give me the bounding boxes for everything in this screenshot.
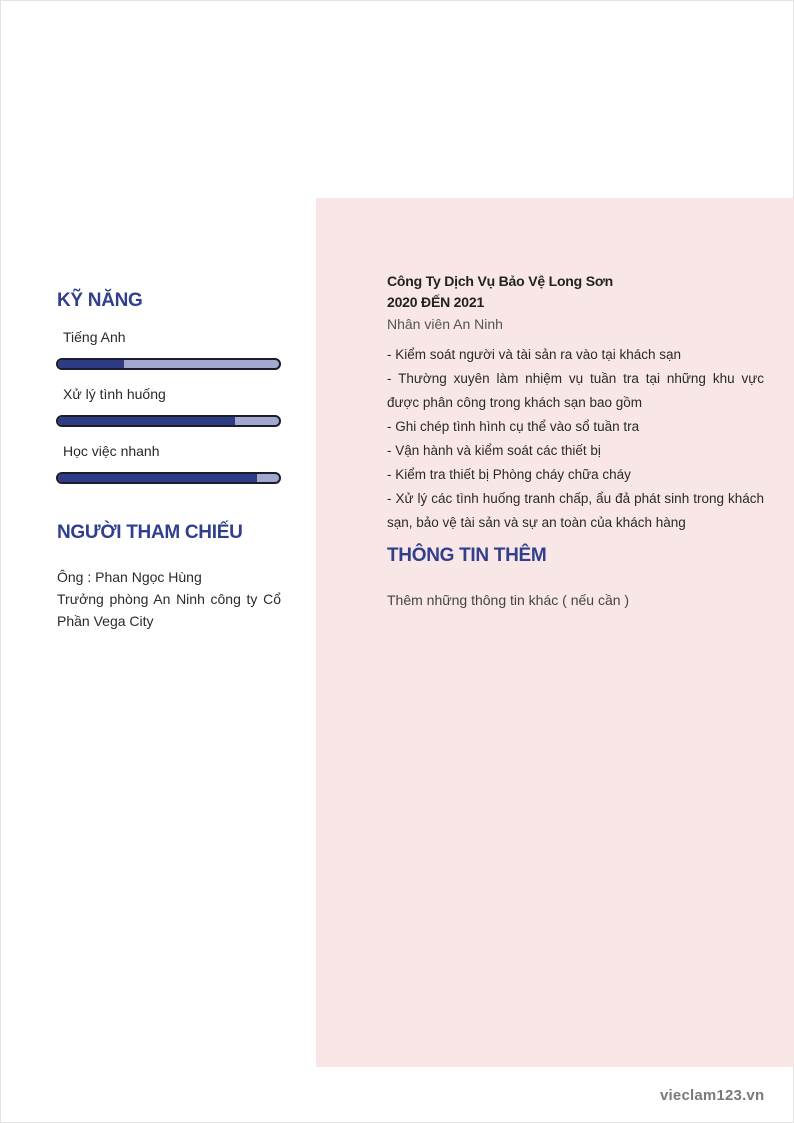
duty-item: - Xử lý các tình huống tranh chấp, ẩu đả phát sinh trong khách sạn, bảo vệ tài sản và sự an toàn của khách hàng: [387, 491, 764, 530]
experience-entry: [387, 271, 764, 535]
employment-period: 2020 ĐẾN 2021: [387, 294, 485, 310]
skills-heading: KỸ NĂNG: [57, 290, 143, 311]
additional-info-heading: THÔNG TIN THÊM: [387, 545, 547, 566]
duty-item: - Kiểm soát người và tài sản ra vào tại khách sạn: [387, 347, 682, 362]
skill-bar-fill: [58, 474, 257, 482]
skill-bar: [56, 472, 281, 484]
duty-item: - Vận hành và kiểm soát các thiết bị: [387, 443, 601, 458]
job-position: Nhân viên An Ninh: [387, 316, 503, 332]
skill-bar-fill: [58, 417, 235, 425]
reference-role: Trưởng phòng An Ninh công ty Cổ Phần Vega City: [57, 591, 281, 629]
references-heading: NGƯỜI THAM CHIẾU: [57, 522, 243, 543]
reference-name: Ông : Phan Ngọc Hùng: [57, 569, 202, 585]
company-name: Công Ty Dịch Vụ Bảo Vệ Long Sơn: [387, 273, 613, 289]
skill-label: Học việc nhanh: [63, 443, 160, 459]
skill-label: Xử lý tình huống: [63, 386, 166, 402]
skill-bar-fill: [58, 360, 124, 368]
skill-bar: [56, 358, 281, 370]
duty-item: - Kiểm tra thiết bị Phòng cháy chữa cháy: [387, 467, 631, 482]
duties-list: [387, 343, 764, 535]
duty-item: - Ghi chép tình hình cụ thể vào sổ tuần tra: [387, 419, 640, 434]
skill-bar: [56, 415, 281, 427]
reference-details: [57, 566, 281, 632]
skill-label: Tiếng Anh: [63, 329, 126, 345]
duty-item: - Thường xuyên làm nhiệm vụ tuần tra tại những khu vực được phân công trong khách sạn bao gồm: [387, 371, 764, 410]
additional-info-text: Thêm những thông tin khác ( nếu cần ): [387, 592, 630, 608]
site-watermark: vieclam123.vn: [660, 1087, 765, 1104]
